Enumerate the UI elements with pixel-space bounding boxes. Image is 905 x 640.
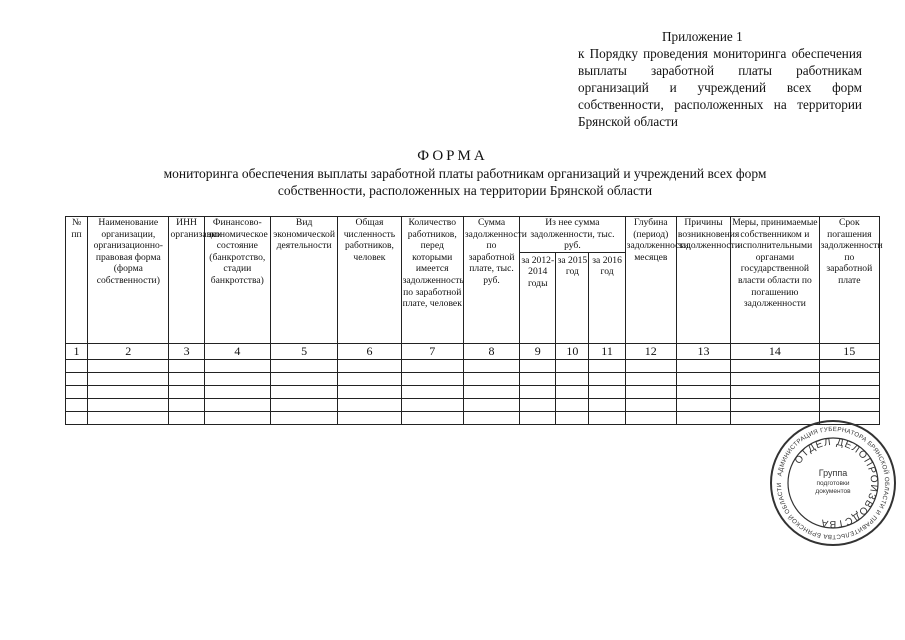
- col-number: 8: [463, 343, 519, 359]
- form-title: ФОРМА: [417, 148, 488, 164]
- table-row: [66, 385, 880, 398]
- header-num: № пп: [66, 217, 88, 344]
- header-financial-state: Финансово-экономическое состояние (банкротство, стадии банкротства): [204, 217, 270, 344]
- appendix-block: [578, 28, 862, 130]
- col-number: 6: [338, 343, 401, 359]
- col-number: 10: [556, 343, 589, 359]
- col-number: 9: [520, 343, 556, 359]
- header-debt-2015: за 2015 год: [556, 252, 589, 343]
- table-row: [66, 411, 880, 424]
- header-activity: Вид экономической деятельности: [270, 217, 337, 344]
- header-debt-breakdown: Из нее сумма задолженности, тыс. руб.: [520, 217, 626, 253]
- col-number: 13: [676, 343, 730, 359]
- stamp-center-line2: подготовки: [816, 480, 850, 487]
- col-number: 15: [819, 343, 879, 359]
- table-row: [66, 398, 880, 411]
- stamp-outer-text: АДМИНИСТРАЦИЯ ГУБЕРНАТОРА БРЯНСКОЙ ОБЛАСТИ И ПРАВИТЕЛЬСТВА БРЯНСКОЙ ОБЛАСТИ: [775, 425, 891, 541]
- column-number-row: [66, 343, 880, 359]
- office-stamp: [768, 418, 898, 548]
- table-row: [66, 359, 880, 372]
- col-number: 5: [270, 343, 337, 359]
- header-row: [66, 217, 880, 253]
- header-repayment-term: Срок погашения задолженности по заработной плате: [819, 217, 879, 344]
- col-number: 3: [169, 343, 204, 359]
- col-number: 14: [731, 343, 819, 359]
- header-total-employees: Общая численность работников, человек: [338, 217, 401, 344]
- col-number: 4: [204, 343, 270, 359]
- col-number: 7: [401, 343, 463, 359]
- header-measures: Меры, принимаемые собственником и исполнительными органами государственной власти области по погашению задолженности: [731, 217, 819, 344]
- col-number: 1: [66, 343, 88, 359]
- header-debt-depth: Глубина (период) задолженности, месяцев: [625, 217, 676, 344]
- header-debt-2012-2014: за 2012-2014 годы: [520, 252, 556, 343]
- appendix-title: Приложение 1: [662, 29, 743, 44]
- stamp-center-line1: Группа: [818, 468, 848, 478]
- col-number: 2: [88, 343, 169, 359]
- stamp-inner-text: ОТДЕЛ ДЕЛОПРОИЗВОДСТВА: [792, 436, 880, 530]
- header-debt-sum: Сумма задолженности по заработной плате, тыс. руб.: [463, 217, 519, 344]
- header-inn: ИНН организации: [169, 217, 204, 344]
- header-org-name: Наименование организации, организационно-правовая форма (форма собственности): [88, 217, 169, 344]
- form-subtitle: мониторинга обеспечения выплаты заработной платы работникам организаций и учреждений всех форм собственности, расположенных на территории Брянской области: [163, 166, 767, 198]
- header-debt-reasons: Причины возникновения задолженности: [676, 217, 730, 344]
- col-number: 12: [625, 343, 676, 359]
- monitoring-table: [65, 216, 883, 425]
- header-employees-owed: Количество работников, перед которыми имеется задолженность по заработной плате, человек: [401, 217, 463, 344]
- stamp-center-line3: документов: [815, 488, 851, 495]
- header-debt-2016: за 2016 год: [589, 252, 625, 343]
- col-number: 11: [589, 343, 625, 359]
- table-row: [66, 372, 880, 385]
- appendix-text: к Порядку проведения мониторинга обеспечения выплаты заработной платы работникам организаций и учреждений всех форм собственности, расположенных на территории Брянской области: [578, 46, 862, 129]
